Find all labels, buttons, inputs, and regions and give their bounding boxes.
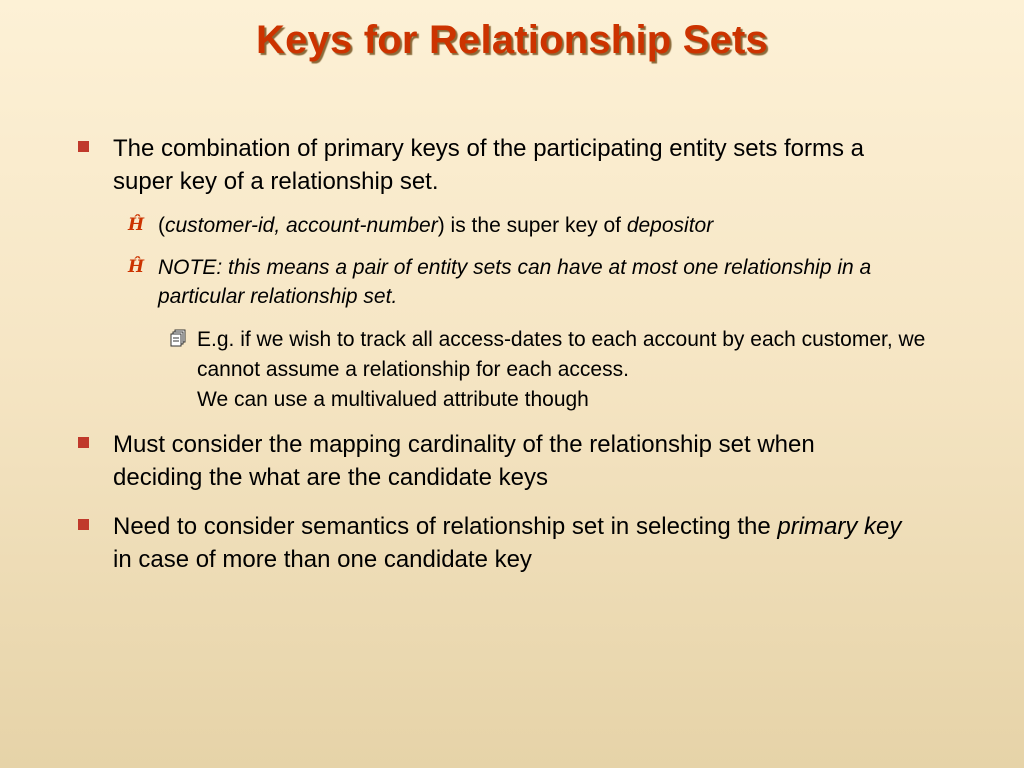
bullet-item-3 bbox=[78, 510, 908, 576]
sub-bullet-text-2: NOTE: this means a pair of entity sets can have at most one relationship in a particular relationship set. bbox=[158, 256, 872, 308]
bullet-text-3: Need to consider semantics of relationship set in selecting the primary key in case of more than one candidate key bbox=[113, 513, 902, 573]
bullet-text-2: Must consider the mapping cardinality of the relationship set when deciding the what are the candidate keys bbox=[113, 431, 815, 491]
h-bullet-icon: Ĥ bbox=[128, 215, 145, 235]
bullet-text-1: The combination of primary keys of the participating entity sets forms a super key of a relationship set. bbox=[113, 135, 864, 195]
sub-sub-bullet-text: E.g. if we wish to track all access-dates to each account by each customer, we cannot assume a relationship for each access. We can use a multivalued attribute though bbox=[197, 328, 926, 411]
bullet-item-1 bbox=[78, 132, 908, 198]
square-bullet-icon bbox=[78, 519, 89, 530]
square-bullet-icon bbox=[78, 437, 89, 448]
sub-bullet-item-2 bbox=[128, 253, 908, 311]
sub-bullet-text-1: (customer-id, account-number) is the super key of depositor bbox=[158, 214, 714, 237]
h-bullet-icon: Ĥ bbox=[128, 257, 145, 277]
slide-title: Keys for Relationship Sets bbox=[256, 18, 768, 62]
bullet-item-2 bbox=[78, 428, 908, 494]
sub-sub-bullet-item bbox=[170, 325, 950, 415]
sub-bullet-item-1 bbox=[128, 211, 908, 240]
square-bullet-icon bbox=[78, 141, 89, 152]
papers-bullet-icon bbox=[170, 329, 186, 347]
